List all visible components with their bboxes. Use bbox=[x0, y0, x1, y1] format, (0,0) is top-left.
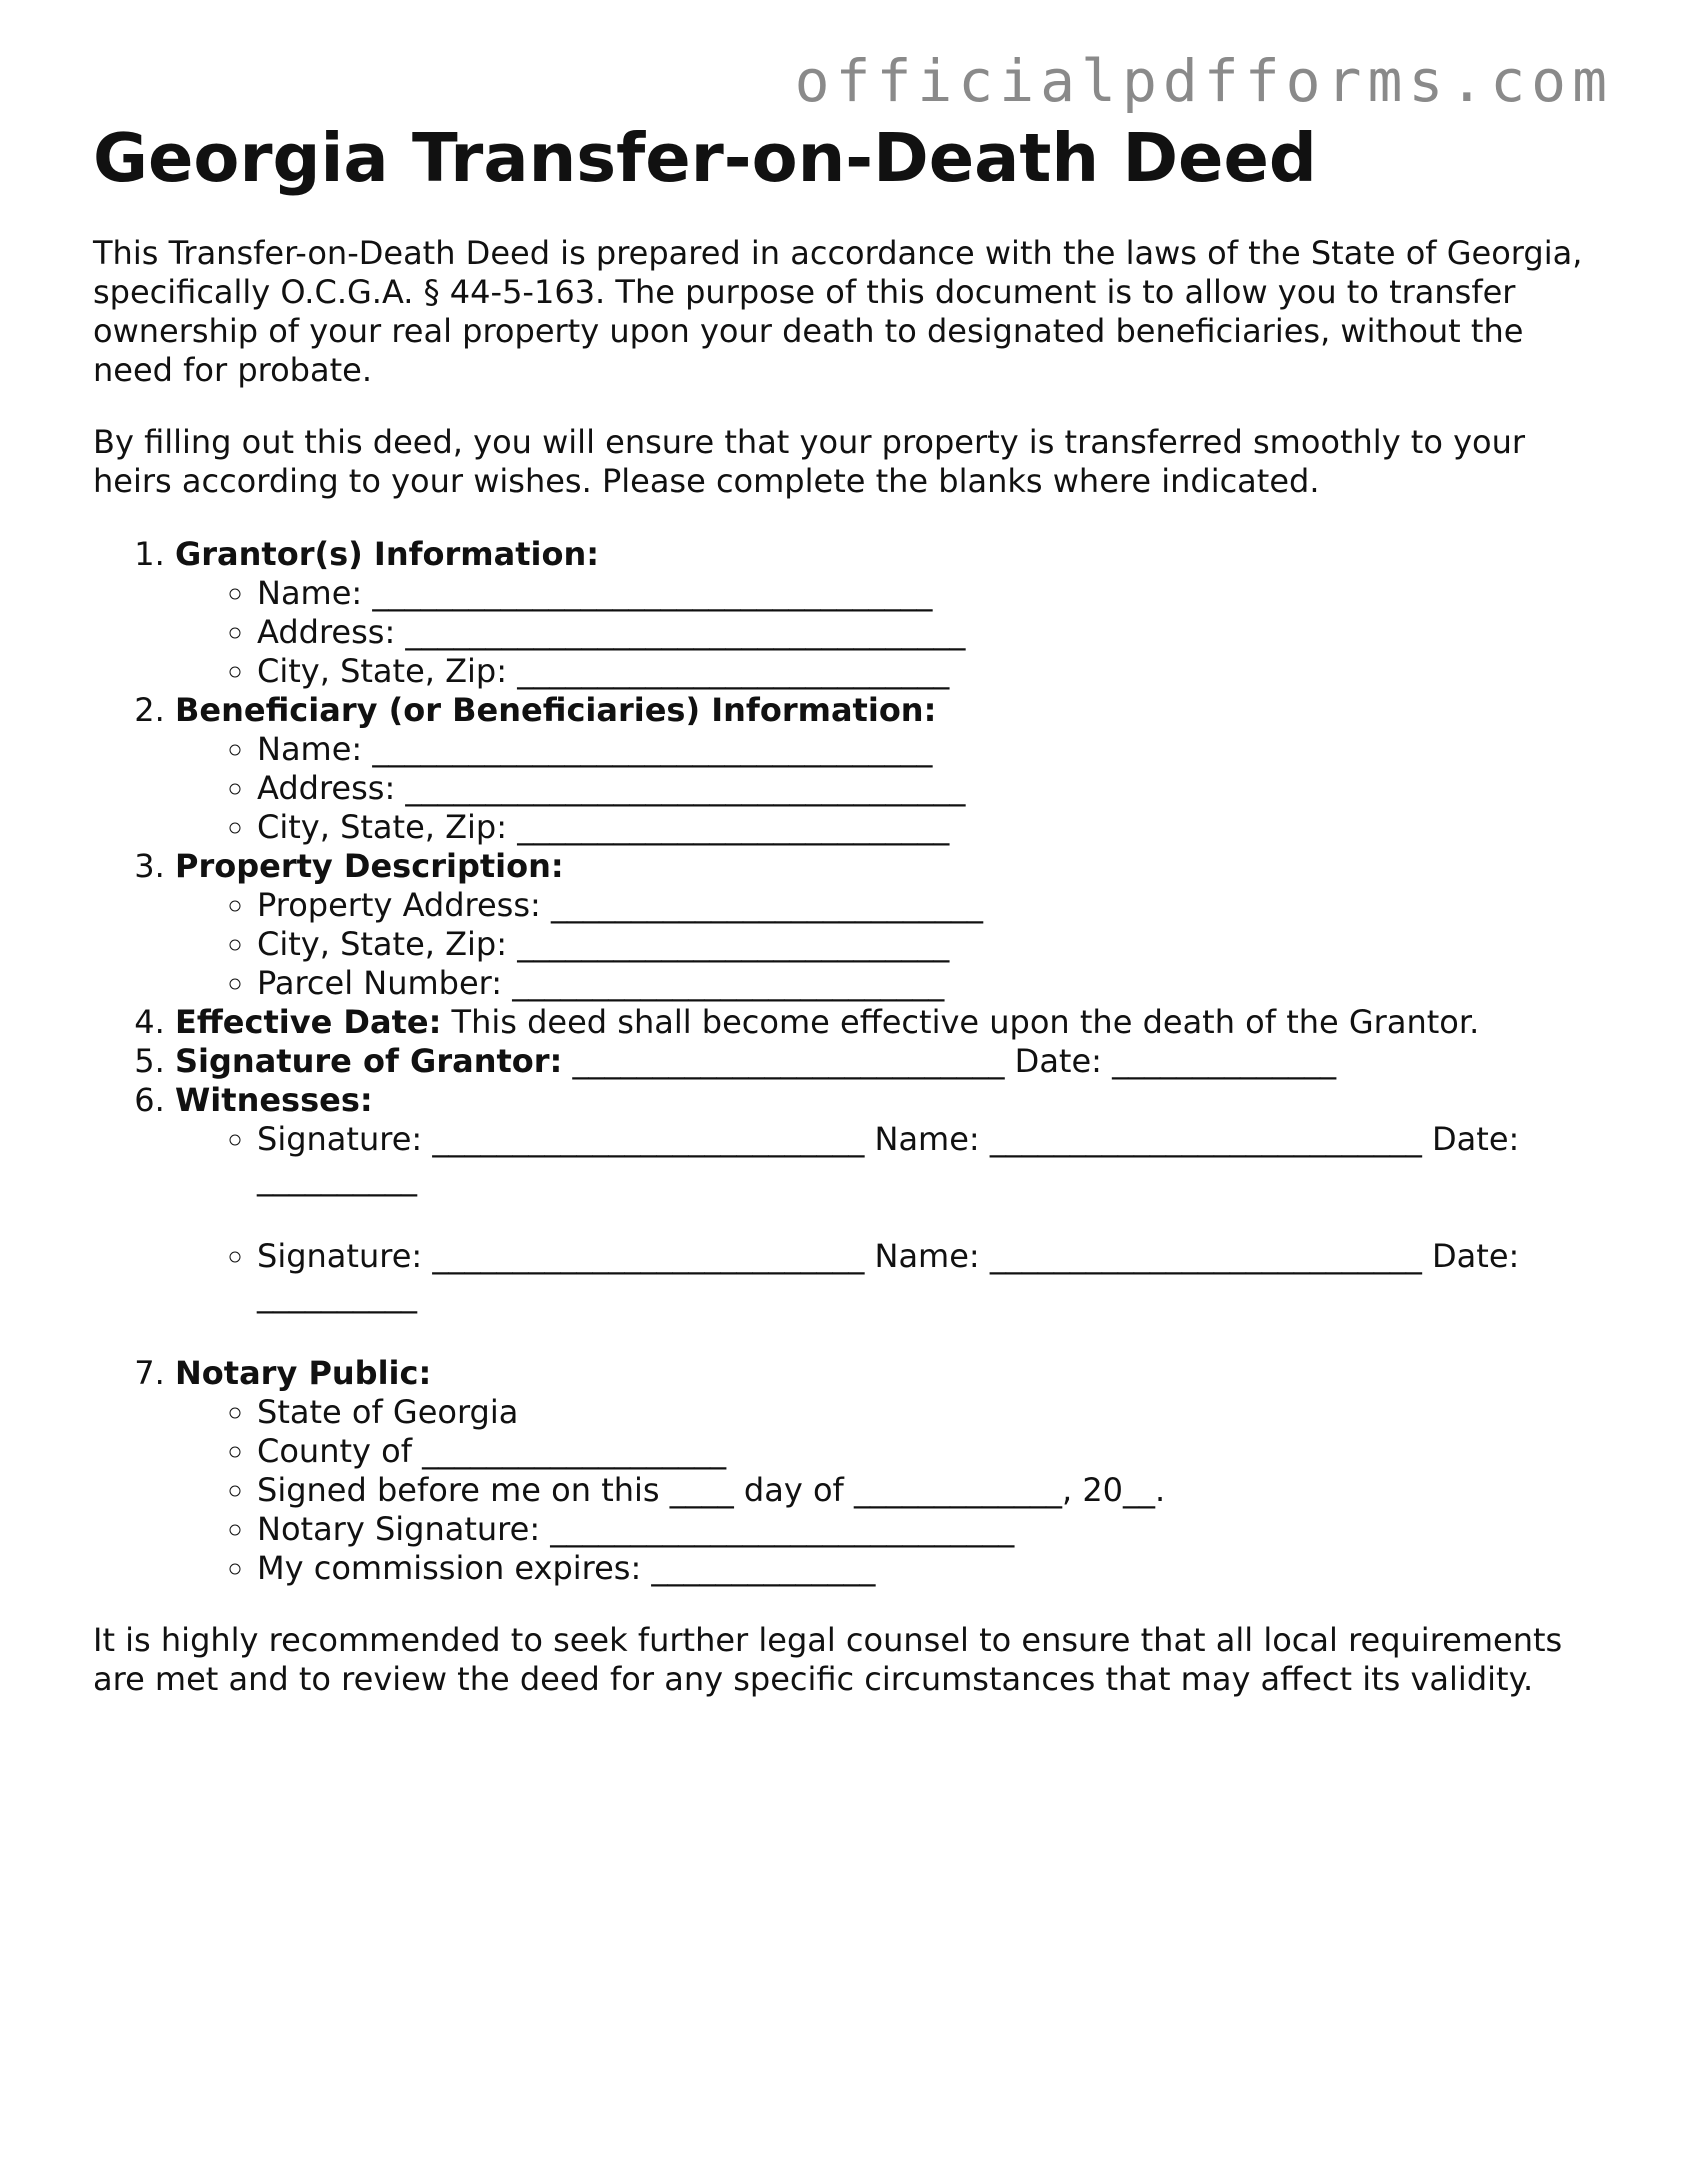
beneficiary-fields bbox=[175, 730, 1593, 847]
parcel-number-field: ◦ Parcel Number: ___________________________ bbox=[257, 964, 1593, 1003]
watermark: officialpdfforms.com bbox=[794, 47, 1613, 115]
notary-signature-field: ◦ Notary Signature: _____________________________ bbox=[257, 1510, 1593, 1549]
section-beneficiary bbox=[175, 691, 1593, 847]
section-effective-date bbox=[175, 1003, 1593, 1042]
grantor-fields bbox=[175, 574, 1593, 691]
closing-paragraph: It is highly recommended to seek further legal counsel to ensure that all local requirements are met and to review the deed for any specific circumstances that may affect its validity. bbox=[93, 1621, 1563, 1698]
section-notary bbox=[175, 1354, 1593, 1588]
section-label: Grantor(s) Information: bbox=[175, 535, 600, 573]
page-title: Georgia Transfer-on-Death Deed bbox=[93, 119, 1317, 197]
grantor-address-field: ◦ Address: ___________________________________ bbox=[257, 613, 1593, 652]
property-address-field: ◦ Property Address: ___________________________ bbox=[257, 886, 1593, 925]
section-text: This deed shall become effective upon the death of the Grantor. bbox=[441, 1003, 1480, 1041]
deed-sections-list bbox=[93, 535, 1593, 1588]
section-property bbox=[175, 847, 1593, 1003]
intro-paragraph-2: By filling out this deed, you will ensure that your property is transferred smoothly to your heirs according to your wishes. Please complete the blanks where indicated. bbox=[93, 423, 1526, 500]
section-label: Signature of Grantor: bbox=[175, 1042, 563, 1080]
grantor-city-state-zip-field: ◦ City, State, Zip: ___________________________ bbox=[257, 652, 1593, 691]
witness-1-line: ◦ Signature: ___________________________ Name: ___________________________ Date: __________ bbox=[257, 1120, 1593, 1198]
document-page bbox=[93, 118, 1593, 1699]
section-text: ___________________________ Date: ______________ bbox=[562, 1042, 1337, 1080]
section-grantor-signature bbox=[175, 1042, 1593, 1081]
section-label: Effective Date: bbox=[175, 1003, 442, 1041]
notary-commission-expiry-field: ◦ My commission expires: ______________ bbox=[257, 1549, 1593, 1588]
property-city-state-zip-field: ◦ City, State, Zip: ___________________________ bbox=[257, 925, 1593, 964]
notary-fields bbox=[175, 1393, 1593, 1588]
property-fields bbox=[175, 886, 1593, 1003]
notary-county-field: ◦ County of ___________________ bbox=[257, 1432, 1593, 1471]
beneficiary-address-field: ◦ Address: ___________________________________ bbox=[257, 769, 1593, 808]
section-grantor bbox=[175, 535, 1593, 691]
section-witnesses bbox=[175, 1081, 1593, 1315]
section-label: Beneficiary (or Beneficiaries) Information: bbox=[175, 691, 937, 729]
witness-fields bbox=[175, 1120, 1593, 1315]
beneficiary-name-field: ◦ Name: ___________________________________ bbox=[257, 730, 1593, 769]
notary-signed-date-field: ◦ Signed before me on this ____ day of _____________, 20__. bbox=[257, 1471, 1593, 1510]
beneficiary-city-state-zip-field: ◦ City, State, Zip: ___________________________ bbox=[257, 808, 1593, 847]
witness-2-line: ◦ Signature: ___________________________ Name: ___________________________ Date: __________ bbox=[257, 1237, 1593, 1315]
section-label: Notary Public: bbox=[175, 1354, 432, 1392]
grantor-name-field: ◦ Name: ___________________________________ bbox=[257, 574, 1593, 613]
intro-paragraph-1: This Transfer-on-Death Deed is prepared in accordance with the laws of the State of Georgia, specifically O.C.G.A. § 44-5-163. The purpose of this document is to allow you to transfer ownership of your real property upon your death to designated beneficiaries, without the need for probate. bbox=[93, 234, 1583, 389]
section-label: Property Description: bbox=[175, 847, 564, 885]
section-label: Witnesses: bbox=[175, 1081, 373, 1119]
notary-state: ◦ State of Georgia bbox=[257, 1393, 1593, 1432]
